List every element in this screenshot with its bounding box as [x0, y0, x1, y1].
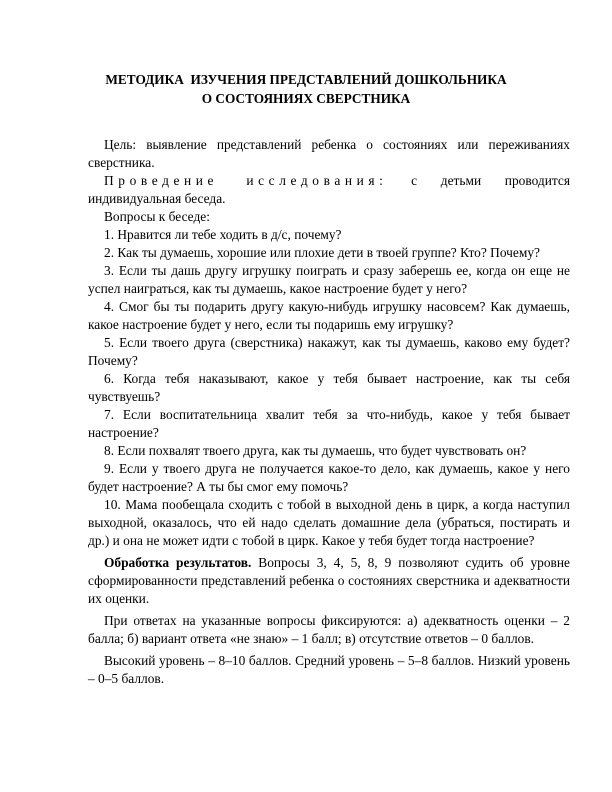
scoring-paragraph: При ответах на указанные вопросы фиксируются: а) адекватность оценки – 2 балла; б) вариант ответа «не знаю» – 1 балл; в) отсутствие ответов – 0 баллов.	[88, 613, 570, 646]
procedure-label: Проведение исследования:	[104, 173, 388, 188]
procedure-paragraph	[88, 172, 570, 208]
document-title	[0, 70, 612, 108]
question-item: 7. Если воспитательница хвалит тебя за что-нибудь, какое у тебя бывает настроение?	[88, 407, 570, 440]
question-item: 5. Если твоего друга (сверстника) накажут, как ты думаешь, каково ему будет? Почему?	[88, 335, 570, 368]
question-item: 9. Если у твоего друга не получается какое-то дело, как думаешь, какое у него будет настроение? А ты бы смог ему помочь?	[88, 461, 570, 494]
document-body	[88, 136, 570, 688]
question-item: 1. Нравится ли тебе ходить в д/с, почему?	[104, 227, 342, 242]
question-item: 2. Как ты думаешь, хорошие или плохие дети в твоей группе? Кто? Почему?	[104, 245, 540, 260]
goal-text: выявление представлений ребенка о состояниях или переживаниях сверстника.	[88, 137, 570, 170]
questions-heading: Вопросы к беседе:	[104, 209, 210, 224]
goal-label: Цель:	[104, 137, 137, 152]
goal-paragraph	[88, 136, 570, 172]
question-item: 10. Мама пообещала сходить с тобой в выходной день в цирк, а когда наступил выходной, оказалось, что ей надо сделать домашние дела (убраться, постирать и др.) и она не может идти с тобой в цирк. Какое у тебя будет тогда настроение?	[88, 497, 570, 548]
processing-paragraph	[88, 554, 570, 608]
levels-paragraph: Высокий уровень – 8–10 баллов. Средний уровень – 5–8 баллов. Низкий уровень – 0–5 баллов.	[88, 653, 570, 686]
title-line-2: О СОСТОЯНИЯХ СВЕРСТНИКА	[201, 91, 411, 106]
question-item: 4. Смог бы ты подарить другу какую-нибудь игрушку насовсем? Как думаешь, какое настроение будет у него, если ты подаришь ему игрушку?	[88, 299, 570, 332]
title-line-1: МЕТОДИКА ИЗУЧЕНИЯ ПРЕДСТАВЛЕНИЙ ДОШКОЛЬНИКА	[105, 72, 507, 87]
procedure-text: с детьми проводится индивидуальная беседа.	[88, 173, 570, 206]
question-item: 3. Если ты дашь другу игрушку поиграть и сразу заберешь ее, когда он еще не успел наиграться, как ты думаешь, какое настроение будет у него?	[88, 263, 570, 296]
processing-text: Вопросы 3, 4, 5, 8, 9 позволяют судить об уровне сформированности представлений ребенка о состояниях сверстника и адекватности их оценки.	[88, 555, 570, 606]
processing-label: Обработка результатов.	[104, 555, 252, 570]
question-item: 8. Если похвалят твоего друга, как ты думаешь, что будет чувствовать он?	[104, 443, 527, 458]
question-item: 6. Когда тебя наказывают, какое у тебя бывает настроение, как ты себя чувствуешь?	[88, 371, 570, 404]
